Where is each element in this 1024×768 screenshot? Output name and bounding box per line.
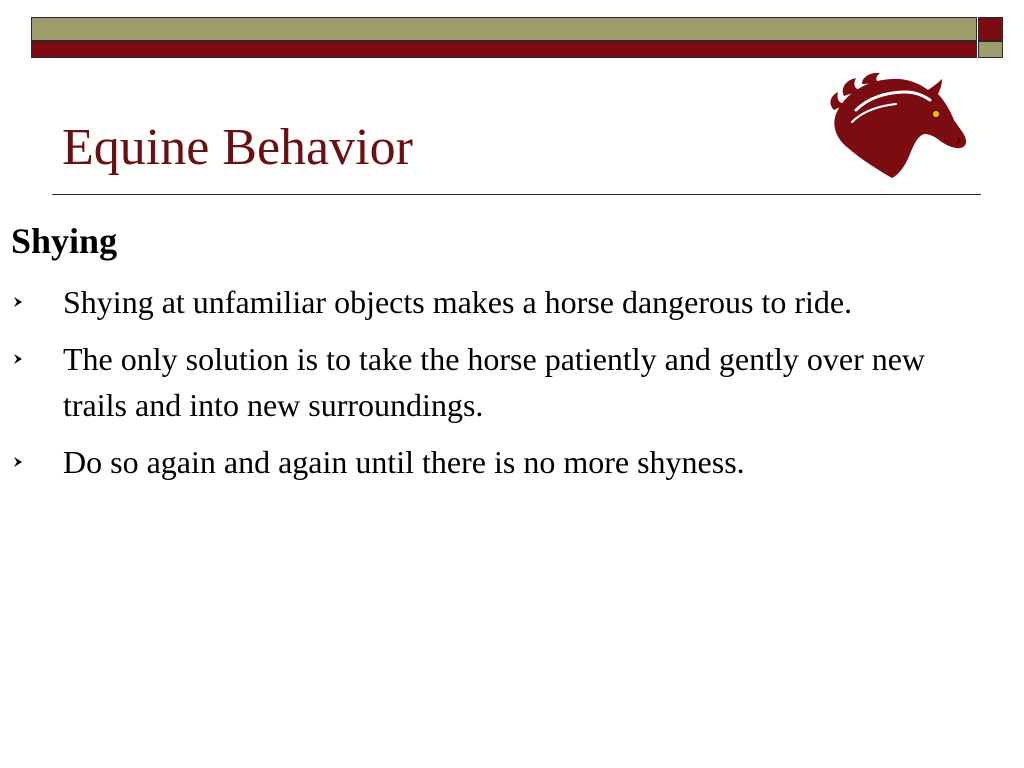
bullet-text: Do so again and again until there is no more shyness. bbox=[63, 444, 745, 480]
bullet-item bbox=[10, 336, 995, 428]
arrow-bullet-icon bbox=[12, 279, 28, 325]
bullet-item bbox=[10, 279, 995, 325]
bullet-text: Shying at unfamiliar objects makes a horse dangerous to ride. bbox=[63, 284, 853, 320]
arrow-bullet-icon bbox=[12, 336, 28, 382]
section-heading: Shying bbox=[11, 221, 118, 261]
horse-head-icon bbox=[826, 70, 968, 182]
header-square-olive bbox=[978, 41, 1003, 58]
title-divider bbox=[52, 194, 981, 195]
bullet-list bbox=[10, 279, 995, 496]
bullet-item bbox=[10, 439, 995, 485]
bullet-text: The only solution is to take the horse patiently and gently over new trails and into new surroundings. bbox=[63, 341, 926, 423]
slide-title: Equine Behavior bbox=[62, 119, 413, 176]
header-bar-olive bbox=[31, 17, 977, 41]
arrow-bullet-icon bbox=[12, 439, 28, 485]
header-bar-maroon bbox=[31, 41, 977, 58]
header-square-maroon bbox=[978, 17, 1003, 41]
